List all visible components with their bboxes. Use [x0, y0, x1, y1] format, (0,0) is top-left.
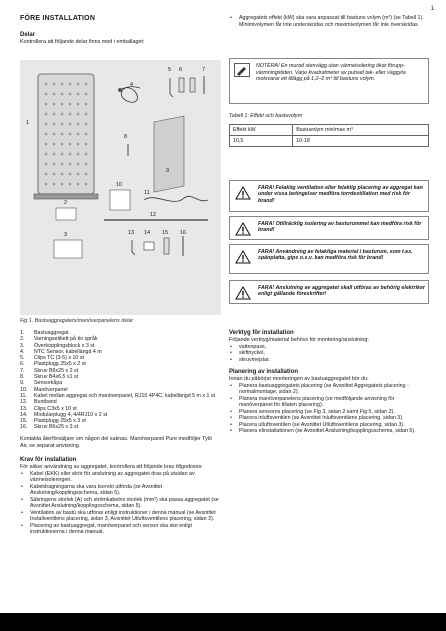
requirements-section: [20, 457, 220, 536]
figure-label-12: 12: [150, 212, 157, 218]
figure-caption: Fig 1. Bastuaggregatets/manöverpanelens delar: [20, 318, 134, 324]
figure-label-11: 11: [144, 190, 150, 196]
warning-triangle-icon: [235, 250, 251, 264]
volume-table: [229, 124, 429, 147]
placement-intro: Innan du påbörjar monteringen av bastuaggregatet bör du:: [229, 376, 369, 382]
warning-box: [229, 280, 429, 304]
list-item: • skruvmejslar.: [229, 357, 429, 364]
warning-box: [229, 180, 429, 212]
warning-box: [229, 216, 429, 240]
list-item: • vattenpass,: [229, 344, 429, 351]
requirements-intro: För säker användning av aggregatet, kontrollera att följande krav tillgodoses:: [20, 464, 203, 470]
pencil-note-icon: [234, 63, 250, 77]
placement-section: [229, 369, 429, 435]
figure-label-9: 9: [166, 168, 170, 174]
figure-label-5: 5: [168, 67, 172, 73]
figure-label-13: 13: [128, 230, 135, 236]
list-item: 5. Clips TC (3-5) x 10 st: [20, 355, 84, 362]
list-item: • Kabel (EKK) eller elrör för anslutning av aggregatet dras på utsidan av värmeisoleringen.: [20, 471, 220, 484]
warning-label-drawing: [56, 208, 76, 220]
heater-drawing: [34, 74, 98, 199]
list-item: 10. Manöverpanel: [20, 386, 68, 393]
contact-text: Kontakta återförsäljare om någon del saknas. Manöverpanel Pure medföljer Tylö Air, se separat anvisning.: [20, 436, 212, 449]
table-title: Tabell 1: Effekt och bastuvolym: [229, 113, 303, 119]
table-header-cell: Effekt kW: [230, 125, 293, 136]
list-item: • Planera sensorns placering (se Fig 3, sidan 2 samt Fig 5, sidan 2).: [229, 409, 429, 416]
tools-list: [229, 344, 429, 364]
figure-label-15: 15: [162, 230, 169, 236]
volume-bullet-section: [229, 15, 429, 28]
sensor-cable-drawing: [120, 87, 140, 103]
list-item: 1. Bastuaggregat: [20, 330, 69, 336]
figure-label-16: 16: [180, 230, 187, 236]
tools-heading: Verktyg för installation: [229, 330, 294, 336]
parts-intro: Kontrollera att följande delar finns med i emballaget:: [20, 39, 145, 45]
table-row: [230, 125, 429, 136]
list-item: 11. Kabel mellan aggregat och manöverpanel, RJ10 4P4C, kabellängd 5 m x 1 st: [20, 392, 216, 399]
list-item: • skiftnyckel,: [229, 350, 429, 357]
warning-triangle-icon: [235, 186, 251, 200]
parts-section: [20, 32, 220, 46]
figure-label-1: 1: [26, 120, 30, 126]
list-item: 13. Clips C3x5 x 10 st: [20, 405, 77, 412]
figure-label-6: 6: [179, 67, 183, 73]
warning-triangle-icon: [235, 286, 251, 300]
list-item: 2. Varningsetikett på tio språk: [20, 336, 98, 343]
placement-heading: Planering av installation: [229, 369, 299, 375]
list-item: 4. NTC Sensor, kabellängd 4 m: [20, 348, 102, 355]
list-item: • Planera bastuaggregatets placering (se Avsnittet Aggregatets placering - normalmontage, sidan 2).: [229, 383, 429, 396]
list-item: 12. Buntband: [20, 399, 57, 406]
list-item: • Ventilation av bastu ska utföras enligt instruktioner i denna manual (se Avsnittet Installventilens placering, sidan 3, Avsnittet Utluftsventilens placering, sidan 3).: [20, 510, 220, 523]
table-cell: 10-18: [293, 136, 429, 147]
list-item: • Planera elinstallationen (se Avsnittet Anslutning/kopplingsschema, sidan 5).: [229, 428, 429, 435]
page-number: 1: [430, 6, 434, 12]
list-item: 8. Skruv B4x6,5 x1 st: [20, 374, 79, 381]
placement-list: [229, 383, 429, 435]
tools-section: [229, 330, 429, 363]
parts-figure: [20, 60, 221, 315]
warning-box: [229, 244, 429, 274]
list-item: • Aggregatets effekt (kW) ska vara anpassat till bastuns volym (m³) (se Tabell 1). Minimivolymen får inte underskridas och maximivolymen får inte överskridas.: [229, 15, 429, 28]
list-item: 6. Plastplugg 25x5 x 2 st: [20, 361, 86, 368]
list-item: • Kabeldragningarna ska vara korrekt utförda (se Avsnittet Anslutning/kopplingsschema, sidan 5).: [20, 484, 220, 497]
tools-intro: Följande verktyg/material behövs för montering/anslutning:: [229, 337, 369, 343]
note-text: NOTERA! En murad stenvägg utan värmeisolering ökar förupp-värmningstiden. Varje kvadratmeter av putsad tak- eller väggyta motsvarar ett tillägg på 1,2–2 m³ till bastuns volym.: [256, 63, 406, 82]
figure-label-14: 14: [144, 230, 151, 236]
parts-heading: Delar: [20, 32, 36, 38]
warning-text: FARA! Otillräcklig isolering av basturummet kan medföra risk för brand!: [258, 221, 422, 234]
figure-label-2: 2: [64, 200, 68, 206]
figure-label-3: 3: [64, 232, 68, 238]
warning-text: FARA! Användning av felaktiga material i basturum, som t.ex. spänplatta, gips o.s.v. kan medföra risk för brand!: [258, 249, 413, 262]
list-item: 3. Överkopplingsblock x 3 st: [20, 342, 95, 349]
figure-label-7: 7: [202, 67, 206, 73]
warning-text: FARA! Anslutning av aggregatet skall utföras av behörig elektriker enligt gällande föreskrifter!: [258, 285, 425, 298]
warning-triangle-icon: [235, 222, 251, 236]
section-title: FÖRE INSTALLATION: [20, 15, 96, 22]
table-cell: 10,5: [230, 136, 293, 147]
figure-label-10: 10: [116, 182, 123, 188]
warning-text: FARA! Felaktig ventilation eller felaktig placering av aggregat kan under vissa betingelser medföra torrdestillation med risk för brand!: [258, 185, 423, 204]
requirements-list: [20, 471, 220, 536]
sensor-cover-drawing: [154, 116, 184, 192]
list-item: 16. Skruv B6x25 x 3 st: [20, 424, 79, 431]
connection-block-drawing: [54, 240, 82, 258]
list-item: 7. Skruv B6x25 x 2 st: [20, 367, 79, 374]
list-item: 9. Sensorkåpa: [20, 380, 63, 387]
figure-label-4: 4: [130, 82, 134, 88]
parts-list: [20, 330, 220, 431]
list-item: • Placera utluftsventilen (se Avsnittet Utluftsventilens placering, sidan 3).: [229, 422, 429, 429]
list-item: • Placera inluftsventilen (se Avsnittet Inluftsventilens placering, sidan 3).: [229, 415, 429, 422]
footer-bar: [0, 613, 446, 631]
list-item: 14. Modularplugg 4, 4/4RJ10 x 2 st: [20, 411, 108, 418]
table-row: [230, 136, 429, 147]
list-item: • Placering av bastuaggregat, manöverpanel och sensor ska ske enligt instruktionerna i denna manual.: [20, 523, 220, 536]
list-item: • Säkringens storlek (A) och strömkabelns storlek (mm²) ska passa aggregatet (se Avsnittet Anslutning/kopplingsschema, sidan 5).: [20, 497, 220, 510]
list-item: 15. Plastplugg 25x5 x 3 st: [20, 418, 86, 425]
figure-label-8: 8: [124, 134, 128, 140]
list-item: • Planera manöverpanelens placering (se medföljande anvisning för manöverpanel för tillaten placering).: [229, 396, 429, 409]
note-box: [229, 58, 429, 104]
table-header-cell: Bastuvolym min/max m³: [293, 125, 429, 136]
requirements-heading: Krav för installation: [20, 457, 77, 463]
control-panel-drawing: [110, 190, 130, 210]
